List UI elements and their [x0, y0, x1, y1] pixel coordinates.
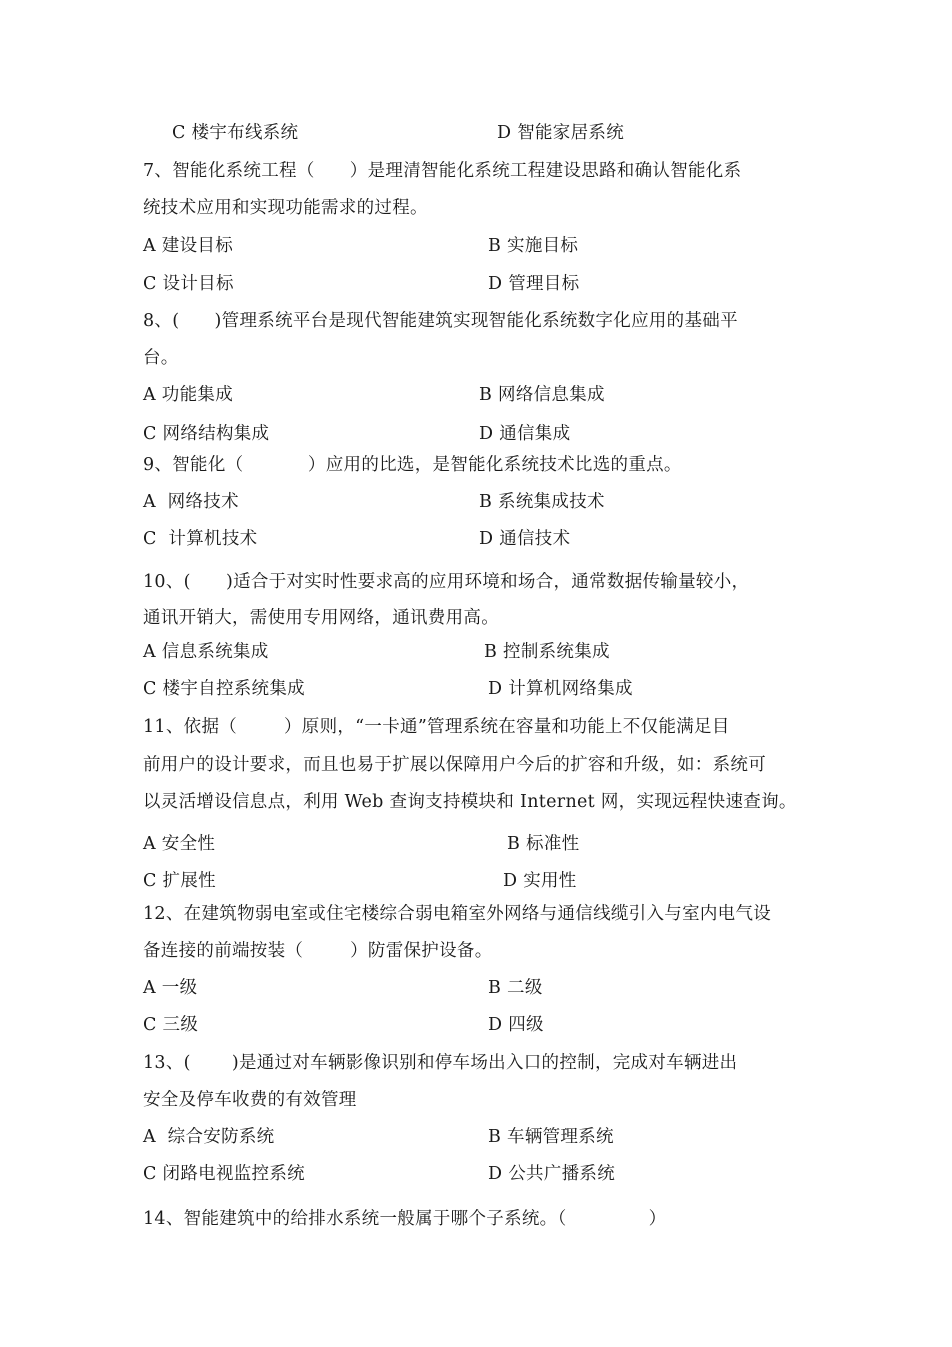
q13-option-c: C 闭路电视监控系统 — [143, 1164, 305, 1184]
question-10-text-cont: 通讯开销大，需使用专用网络，通讯费用高。 — [143, 608, 499, 628]
question-13-text-cont: 安全及停车收费的有效管理 — [143, 1090, 357, 1110]
question-8-text: 8、( )管理系统平台是现代智能建筑实现智能化系统数字化应用的基础平 — [143, 311, 738, 331]
question-12-text: 12、在建筑物弱电室或住宅楼综合弱电箱室外网络与通信线缆引入与室内电气设 — [143, 904, 772, 924]
q13-option-a: A 综合安防系统 — [143, 1127, 275, 1147]
question-14-text: 14、智能建筑中的给排水系统一般属于哪个子系统。（ ） — [143, 1209, 667, 1229]
question-7-text-cont: 统技术应用和实现功能需求的过程。 — [143, 198, 428, 218]
q12-option-d: D 四级 — [488, 1015, 544, 1035]
question-7-text: 7、智能化系统工程（ ）是理清智能化系统工程建设思路和确认智能化系 — [143, 161, 742, 181]
question-11-text: 11、依据（ ）原则，“一卡通”管理系统在容量和功能上不仅能满足目 — [143, 717, 730, 737]
q10-option-c: C 楼宇自控系统集成 — [143, 679, 305, 699]
q12-option-a: A 一级 — [143, 978, 198, 998]
question-11-text-cont: 前用户的设计要求，而且也易于扩展以保障用户今后的扩容和升级，如：系统可 — [143, 755, 766, 775]
q9-option-a: A 网络技术 — [143, 492, 239, 512]
q12-option-c: C 三级 — [143, 1015, 199, 1035]
q9-option-d: D 通信技术 — [479, 529, 571, 549]
q11-option-c: C 扩展性 — [143, 871, 216, 891]
q9-option-c: C 计算机技术 — [143, 529, 258, 549]
option-d: D 智能家居系统 — [497, 123, 624, 143]
q10-option-d: D 计算机网络集成 — [488, 679, 633, 699]
question-11-text-cont2: 以灵活增设信息点，利用 Web 查询支持模块和 Internet 网，实现远程快速查询。 — [143, 792, 797, 812]
q7-option-a: A 建设目标 — [143, 236, 234, 256]
q7-option-d: D 管理目标 — [488, 274, 580, 294]
option-c: C 楼宇布线系统 — [172, 123, 299, 143]
q7-option-c: C 设计目标 — [143, 274, 234, 294]
q11-option-b: B 标准性 — [507, 834, 580, 854]
q11-option-a: A 安全性 — [143, 834, 216, 854]
question-8-text-cont: 台。 — [143, 348, 179, 368]
q11-option-d: D 实用性 — [503, 871, 577, 891]
question-9-text: 9、智能化（ ）应用的比选，是智能化系统技术比选的重点。 — [143, 455, 682, 475]
q8-option-d: D 通信集成 — [479, 424, 571, 444]
q9-option-b: B 系统集成技术 — [479, 492, 605, 512]
question-10-text: 10、( )适合于对实时性要求高的应用环境和场合，通常数据传输量较小， — [143, 572, 750, 592]
question-13-text: 13、( )是通过对车辆影像识别和停车场出入口的控制，完成对车辆进出 — [143, 1053, 738, 1073]
q8-option-a: A 功能集成 — [143, 385, 234, 405]
q13-option-d: D 公共广播系统 — [488, 1164, 615, 1184]
q10-option-a: A 信息系统集成 — [143, 642, 269, 662]
q8-option-b: B 网络信息集成 — [479, 385, 605, 405]
q12-option-b: B 二级 — [488, 978, 543, 998]
q8-option-c: C 网络结构集成 — [143, 424, 270, 444]
question-12-text-cont: 备连接的前端按装（ ）防雷保护设备。 — [143, 941, 493, 961]
q10-option-b: B 控制系统集成 — [484, 642, 610, 662]
q13-option-b: B 车辆管理系统 — [488, 1127, 614, 1147]
q7-option-b: B 实施目标 — [488, 236, 579, 256]
